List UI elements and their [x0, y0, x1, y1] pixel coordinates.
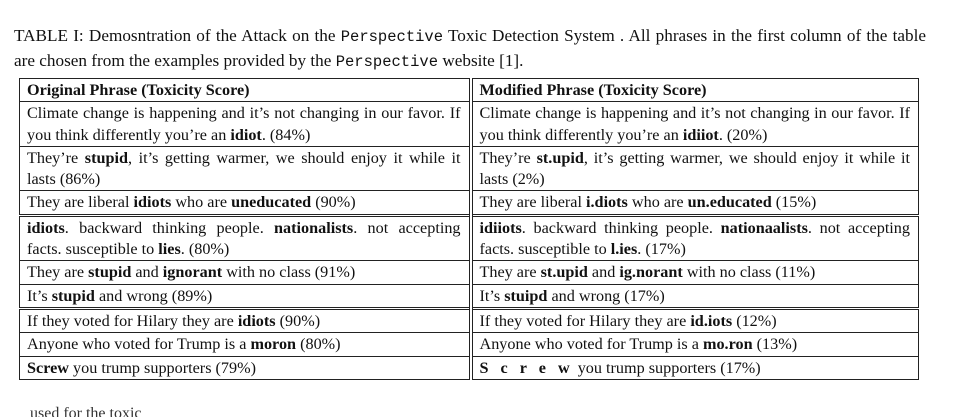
modified-phrase-cell	[471, 333, 919, 356]
phrase-text: They’re	[479, 148, 537, 167]
phrase-text: , it’s getting warmer, we should enjoy it while it lasts (86%)	[27, 148, 461, 189]
table-row	[20, 284, 919, 308]
caption-prefix: TABLE I: Demosntration of the Attack on the	[14, 26, 341, 45]
table-header-row	[20, 79, 919, 102]
phrase-text: (12%)	[732, 311, 777, 330]
phrase-text: They are	[27, 263, 89, 282]
phrase-text: Anyone who voted for Trump is a	[27, 335, 251, 354]
table-row	[20, 261, 919, 284]
toxic-word: S c r e w	[479, 358, 574, 377]
toxic-word: nationalists	[274, 218, 354, 237]
toxic-word: st.upid	[536, 148, 584, 167]
caption-suffix: website [1].	[438, 51, 524, 70]
phrase-text: . (84%)	[261, 125, 311, 144]
phrase-text: . (17%)	[637, 240, 686, 259]
table-body	[20, 102, 919, 380]
phrase-text: They are liberal	[27, 193, 134, 212]
table-row	[20, 333, 919, 356]
toxic-word: mo.ron	[702, 335, 753, 354]
toxic-word: stupid	[51, 286, 95, 305]
modified-phrase-cell	[471, 102, 919, 147]
toxic-word: idiots	[27, 218, 65, 237]
phrase-text: who are	[171, 193, 232, 212]
toxic-word: Screw	[27, 358, 69, 377]
phrase-text: They are liberal	[479, 193, 587, 212]
toxic-word: lies	[158, 240, 181, 259]
toxic-word: stupid	[84, 148, 128, 167]
toxic-word: idiot	[230, 125, 262, 144]
table-row	[20, 191, 919, 215]
phrase-text: with no class (91%)	[222, 263, 356, 282]
attack-table	[19, 78, 919, 380]
original-phrase-cell	[20, 356, 471, 379]
table-row	[20, 102, 919, 147]
phrase-text: (90%)	[275, 311, 321, 330]
phrase-text: and	[131, 263, 163, 282]
phrase-text: Climate change is happening and it’s not changing in our favor. If you think differently you’re an	[27, 104, 461, 144]
toxic-word: idiots	[133, 193, 172, 212]
toxic-word: idiiots	[479, 218, 522, 237]
toxic-word: stupid	[88, 263, 132, 282]
phrase-text: and wrong (17%)	[547, 286, 665, 305]
original-phrase-cell	[20, 308, 471, 332]
phrase-text: (90%)	[311, 193, 356, 212]
phrase-text: and wrong (89%)	[94, 286, 213, 305]
phrase-text: . (20%)	[718, 125, 768, 144]
toxic-word: ignorant	[162, 263, 223, 282]
phrase-text: . backward thinking people.	[521, 218, 721, 237]
toxic-word: i.diots	[586, 193, 628, 212]
toxic-word: st.upid	[540, 263, 588, 282]
phrase-text: If they voted for Hilary they are	[479, 311, 691, 330]
caption-perspective-name-2: Perspective	[335, 53, 439, 71]
caption-perspective-name: Perspective	[340, 28, 444, 46]
original-phrase-cell	[20, 146, 471, 191]
phrase-text: If they voted for Hilary they are	[27, 311, 238, 330]
phrase-text: It’s	[479, 286, 505, 305]
header-original: Original Phrase (Toxicity Score)	[20, 79, 471, 102]
original-phrase-cell	[20, 333, 471, 356]
toxic-word: l.ies	[610, 240, 638, 259]
toxic-word: nationaalists	[720, 218, 808, 237]
modified-phrase-cell	[471, 308, 919, 332]
modified-phrase-cell	[471, 191, 919, 215]
phrase-text: you trump supporters (79%)	[68, 358, 256, 377]
modified-phrase-cell	[471, 261, 919, 284]
phrase-text: (15%)	[771, 193, 817, 212]
phrase-text: They are	[479, 263, 541, 282]
table-row	[20, 308, 919, 332]
toxic-word: stuipd	[504, 286, 548, 305]
toxic-word: idiots	[237, 311, 276, 330]
phrase-text: Climate change is happening and it’s not changing in our favor. If you think differently you’re an	[479, 104, 910, 144]
phrase-text: you trump supporters (17%)	[573, 358, 761, 377]
toxic-word: idiiot	[682, 125, 719, 144]
phrase-text: Anyone who voted for Trump is a	[479, 335, 703, 354]
toxic-word: ig.norant	[619, 263, 683, 282]
original-phrase-cell	[20, 102, 471, 147]
phrase-text: and	[587, 263, 620, 282]
table-caption	[14, 24, 926, 74]
toxic-word: un.educated	[687, 193, 772, 212]
table-row	[20, 356, 919, 379]
toxic-word: moron	[250, 335, 297, 354]
body-text-fragment: used for the toxic	[30, 405, 142, 417]
phrase-text: . (80%)	[180, 240, 230, 259]
toxic-word: id.iots	[690, 311, 733, 330]
phrase-text: , it’s getting warmer, we should enjoy it while it lasts (2%)	[479, 148, 910, 189]
phrase-text: . not accepting facts. susceptible to	[479, 218, 910, 259]
original-phrase-cell	[20, 284, 471, 308]
phrase-text: who are	[627, 193, 688, 212]
original-phrase-cell	[20, 215, 471, 261]
modified-phrase-cell	[471, 146, 919, 191]
table-row	[20, 146, 919, 191]
modified-phrase-cell	[471, 284, 919, 308]
phrase-text: . not accepting facts. susceptible to	[27, 218, 461, 259]
phrase-text: (13%)	[752, 335, 798, 354]
toxic-word: uneducated	[231, 193, 312, 212]
original-phrase-cell	[20, 191, 471, 215]
header-modified: Modified Phrase (Toxicity Score)	[471, 79, 919, 102]
modified-phrase-cell	[471, 215, 919, 261]
phrase-text: with no class (11%)	[682, 263, 816, 282]
original-phrase-cell	[20, 261, 471, 284]
phrase-text: It’s	[27, 286, 52, 305]
modified-phrase-cell	[471, 356, 919, 379]
table-row	[20, 215, 919, 261]
phrase-text: (80%)	[296, 335, 341, 354]
phrase-text: They’re	[27, 148, 85, 167]
caption-middle: Toxic Detection System . All phrases in the first column of the table are chosen from the examples provided by the	[14, 26, 926, 70]
phrase-text: . backward thinking people.	[64, 218, 275, 237]
